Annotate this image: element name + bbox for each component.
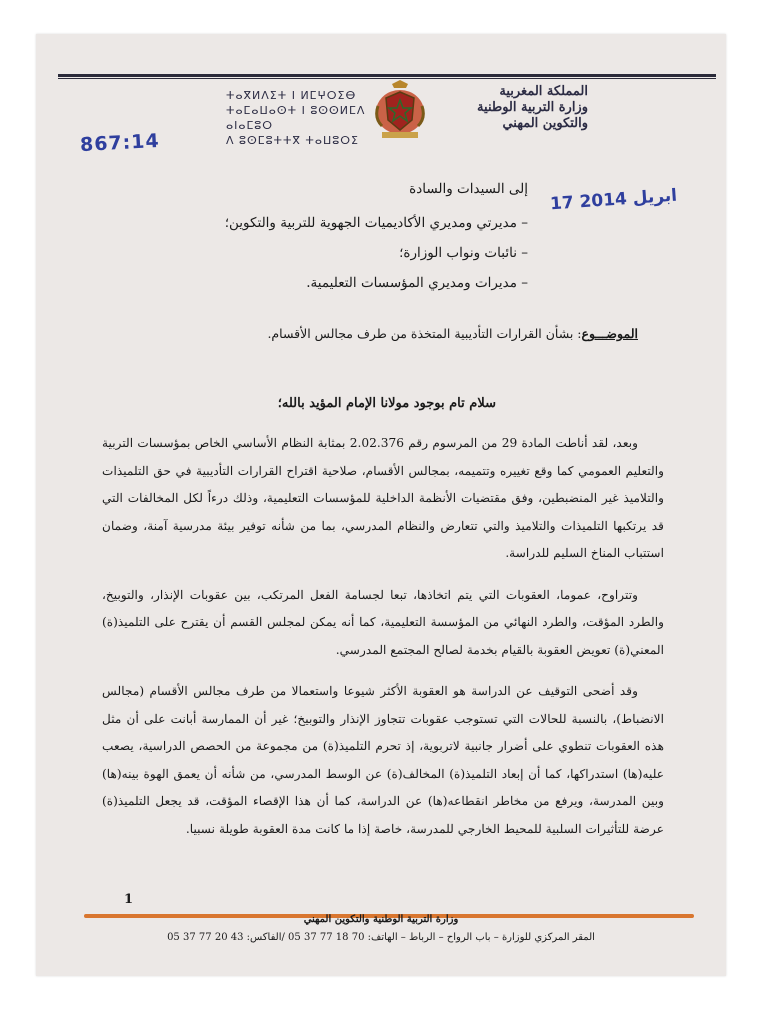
- body-paragraph: وقد أضحى التوقيف عن الدراسة هو العقوبة الأكثر شيوعا واستعمالا من طرف مجالس الأقسام (مجالس الانضباط)، بالنسبة للحالات التي تستوجب عقوبات تتجاوز الإنذار والتوبيخ؛ غير أن الممارسة أبانت على أن مثل هذه العقوبات تنطوي على أضرار جانبية لاتربوية، إذ تحرم التلميذ(ة) من مجموعة من الحصص الدراسية، يصعب عليه(ها) استدراكها، كما أن إبعاد التلميذ(ة) المخالف(ة) عن الوسط المدرسي، من شأنه أن يعمق الهوة بينه(ها) وبين المدرسة، ويرفع من مخاطر انقطاعه(ها) عن الدراسة، كما أن هذا الإقصاء المؤقت، قد يجعل التلميذ(ة) عرضة للتأثيرات السلبية للمحيط الخارجي للمدرسة، خاصة إذا ما كانت مدة العقوبة طويلة نسبيا.: [102, 684, 664, 836]
- subject-line: [138, 326, 638, 341]
- ministry-header: المملكة المغربية وزارة التربية الوطنية والتكوين المهني: [477, 84, 588, 131]
- footer-ministry: وزارة التربية الوطنية والتكوين المهني: [303, 914, 459, 925]
- addressees: [168, 174, 528, 298]
- subject-text: : بشأن القرارات التأديبية المتخذة من طرف مجالس الأقسام.: [267, 326, 582, 341]
- greeting: سلام تام بوجود مولانا الإمام المؤيد بالله؛: [277, 396, 496, 411]
- subject-label: الموضـــوع: [581, 326, 638, 341]
- footer-address: المقر المركزي للوزارة – باب الرواح – الرباط – الهاتف: 70 18 77 37 05 /الفاكس: 43 20 77 37 05: [167, 932, 595, 943]
- letter-body: [102, 430, 664, 857]
- tifinagh-header: ⵜⴰⴳⵍⴷⵉⵜ ⵏ ⵍⵎⵖⵔⵉⴱ ⵜⴰⵎⴰⵡⴰⵙⵜ ⵏ ⵓⵙⵙⵍⵎⴷ ⴰⵏⴰⵎⵓⵔ ⴷ ⵓⵙⵎⵓⵜⵜⴳ ⵜⴰⵡⵓⵔⵉ: [226, 89, 366, 147]
- header-rule: [58, 74, 716, 77]
- document-date: 17 ابريل 2014: [549, 185, 678, 215]
- addressee-item: – مديرتي ومديري الأكاديميات الجهوية للتربية والتكوين؛: [168, 208, 528, 238]
- page-number: 1: [124, 892, 134, 907]
- document-page: [36, 34, 726, 976]
- body-paragraph: وبعد، لقد أناطت المادة 29 من المرسوم رقم 2.02.376 بمثابة النظام الأساسي الخاص بمؤسسات التربية والتعليم العمومي كما وقع تغييره وتتميمه، بمجالس الأقسام، صلاحية اقتراح القرارات التأديبية في حق التلميذات والتلاميذ غير المنضبطين، وفق مقتضيات الأنظمة الداخلية للمؤسسات التعليمية، وذلك درءاً لكل المخالفات التي قد يرتكبها التلميذات والتلاميذ والتي تتعارض والنظام المدرسي، بما من شأنه توفير بيئة مدرسية آمنة، وضمان استتباب المناخ السليم للدراسة.: [102, 436, 664, 560]
- body-paragraph: وتتراوح، عموما، العقوبات التي يتم اتخاذها، تبعا لجسامة الفعل المرتكب، بين عقوبات الإنذار، والتوبيخ، والطرد المؤقت، والطرد النهائي من المؤسسة التعليمية، كما أنه يمكن لمجلس القسم أن يقترح على التلميذ(ة) المعني(ة) تعويض العقوبة بالقيام بخدمة لصالح المجتمع المدرسي.: [102, 587, 664, 657]
- addressee-item: – نائبات ونواب الوزارة؛: [168, 238, 528, 268]
- addressee-item: – مديرات ومديري المؤسسات التعليمية.: [168, 268, 528, 298]
- coat-of-arms-icon: [372, 78, 428, 142]
- registration-stamp: 867:14: [79, 129, 161, 157]
- addressees-heading: إلى السيدات والسادة: [409, 181, 528, 197]
